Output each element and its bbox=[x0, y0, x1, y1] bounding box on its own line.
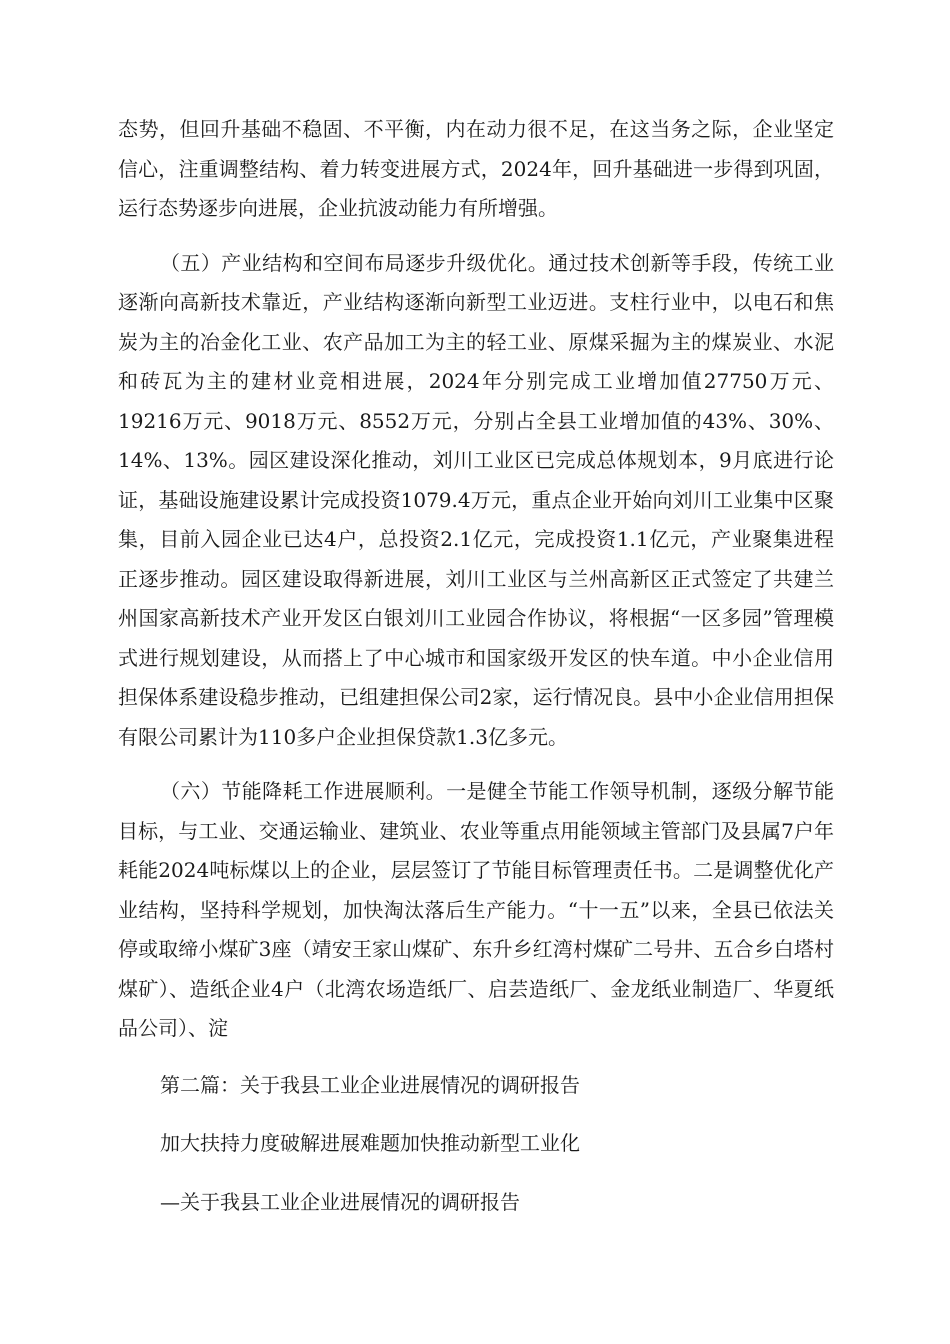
paragraph-section-six: （六）节能降耗工作进展顺利。一是健全节能工作领导机制，逐级分解节能目标，与工业、交通运输业、建筑业、农业等重点用能领域主管部门及县属7户年耗能2024吨标煤以上的企业，层层签订了节能目标管理责任书。二是调整优化产业结构，坚持科学规划，加快淘汰落后生产能力。“十一五”以来，全县已依法关停或取缔小煤矿3座（靖安王家山煤矿、东升乡红湾村煤矿二号井、五合乡白塔村煤矿）、造纸企业4户（北湾农场造纸厂、启芸造纸厂、金龙纸业制造厂、华夏纸品公司）、淀 bbox=[118, 779, 834, 1040]
report-main-title: 加大扶持力度破解进展难题加快推动新型工业化 bbox=[160, 1131, 580, 1155]
paragraph-section-five: （五）产业结构和空间布局逐步升级优化。通过技术创新等手段，传统工业逐渐向高新技术靠近，产业结构逐渐向新型工业迈进。支柱行业中，以电石和焦炭为主的冶金化工业、农产品加工为主的轻工业、原煤采掘为主的煤炭业、水泥和砖瓦为主的建材业竞相进展，2024年分别完成工业增加值27750万元、19216万元、9018万元、8552万元，分别占全县工业增加值的43%、30%、14%、13%。园区建设深化推动，刘川工业区已完成总体规划本，9月底进行论证，基础设施建设累计完成投资1079.4万元，重点企业开始向刘川工业集中区聚集，目前入园企业已达4户，总投资2.1亿元，完成投资1.1亿元，产业聚集进程正逐步推动。园区建设取得新进展，刘川工业区与兰州高新区正式签定了共建兰州国家高新技术产业开发区白银刘川工业园合作协议，将根据“一区多园”管理模式进行规划建设，从而搭上了中心城市和国家级开发区的快车道。中小企业信用担保体系建设稳步推动，已组建担保公司2家，运行情况良。县中小企业信用担保有限公司累计为110多户企业担保贷款1.3亿多元。 bbox=[118, 250, 834, 749]
report-subtitle: —关于我县工业企业进展情况的调研报告 bbox=[160, 1189, 520, 1214]
next-article-headings bbox=[118, 1066, 834, 1223]
paragraph-continuation: 态势，但回升基础不稳固、不平衡，内在动力很不足，在这当务之际，企业坚定信心，注重调整结构、着力转变进展方式，2024年，回升基础进一步得到巩固，运行态势逐步向进展，企业抗波动能力有所增强。 bbox=[118, 117, 834, 220]
document-body bbox=[118, 110, 834, 1222]
next-article-title: 第二篇：关于我县工业企业进展情况的调研报告 bbox=[160, 1072, 580, 1097]
